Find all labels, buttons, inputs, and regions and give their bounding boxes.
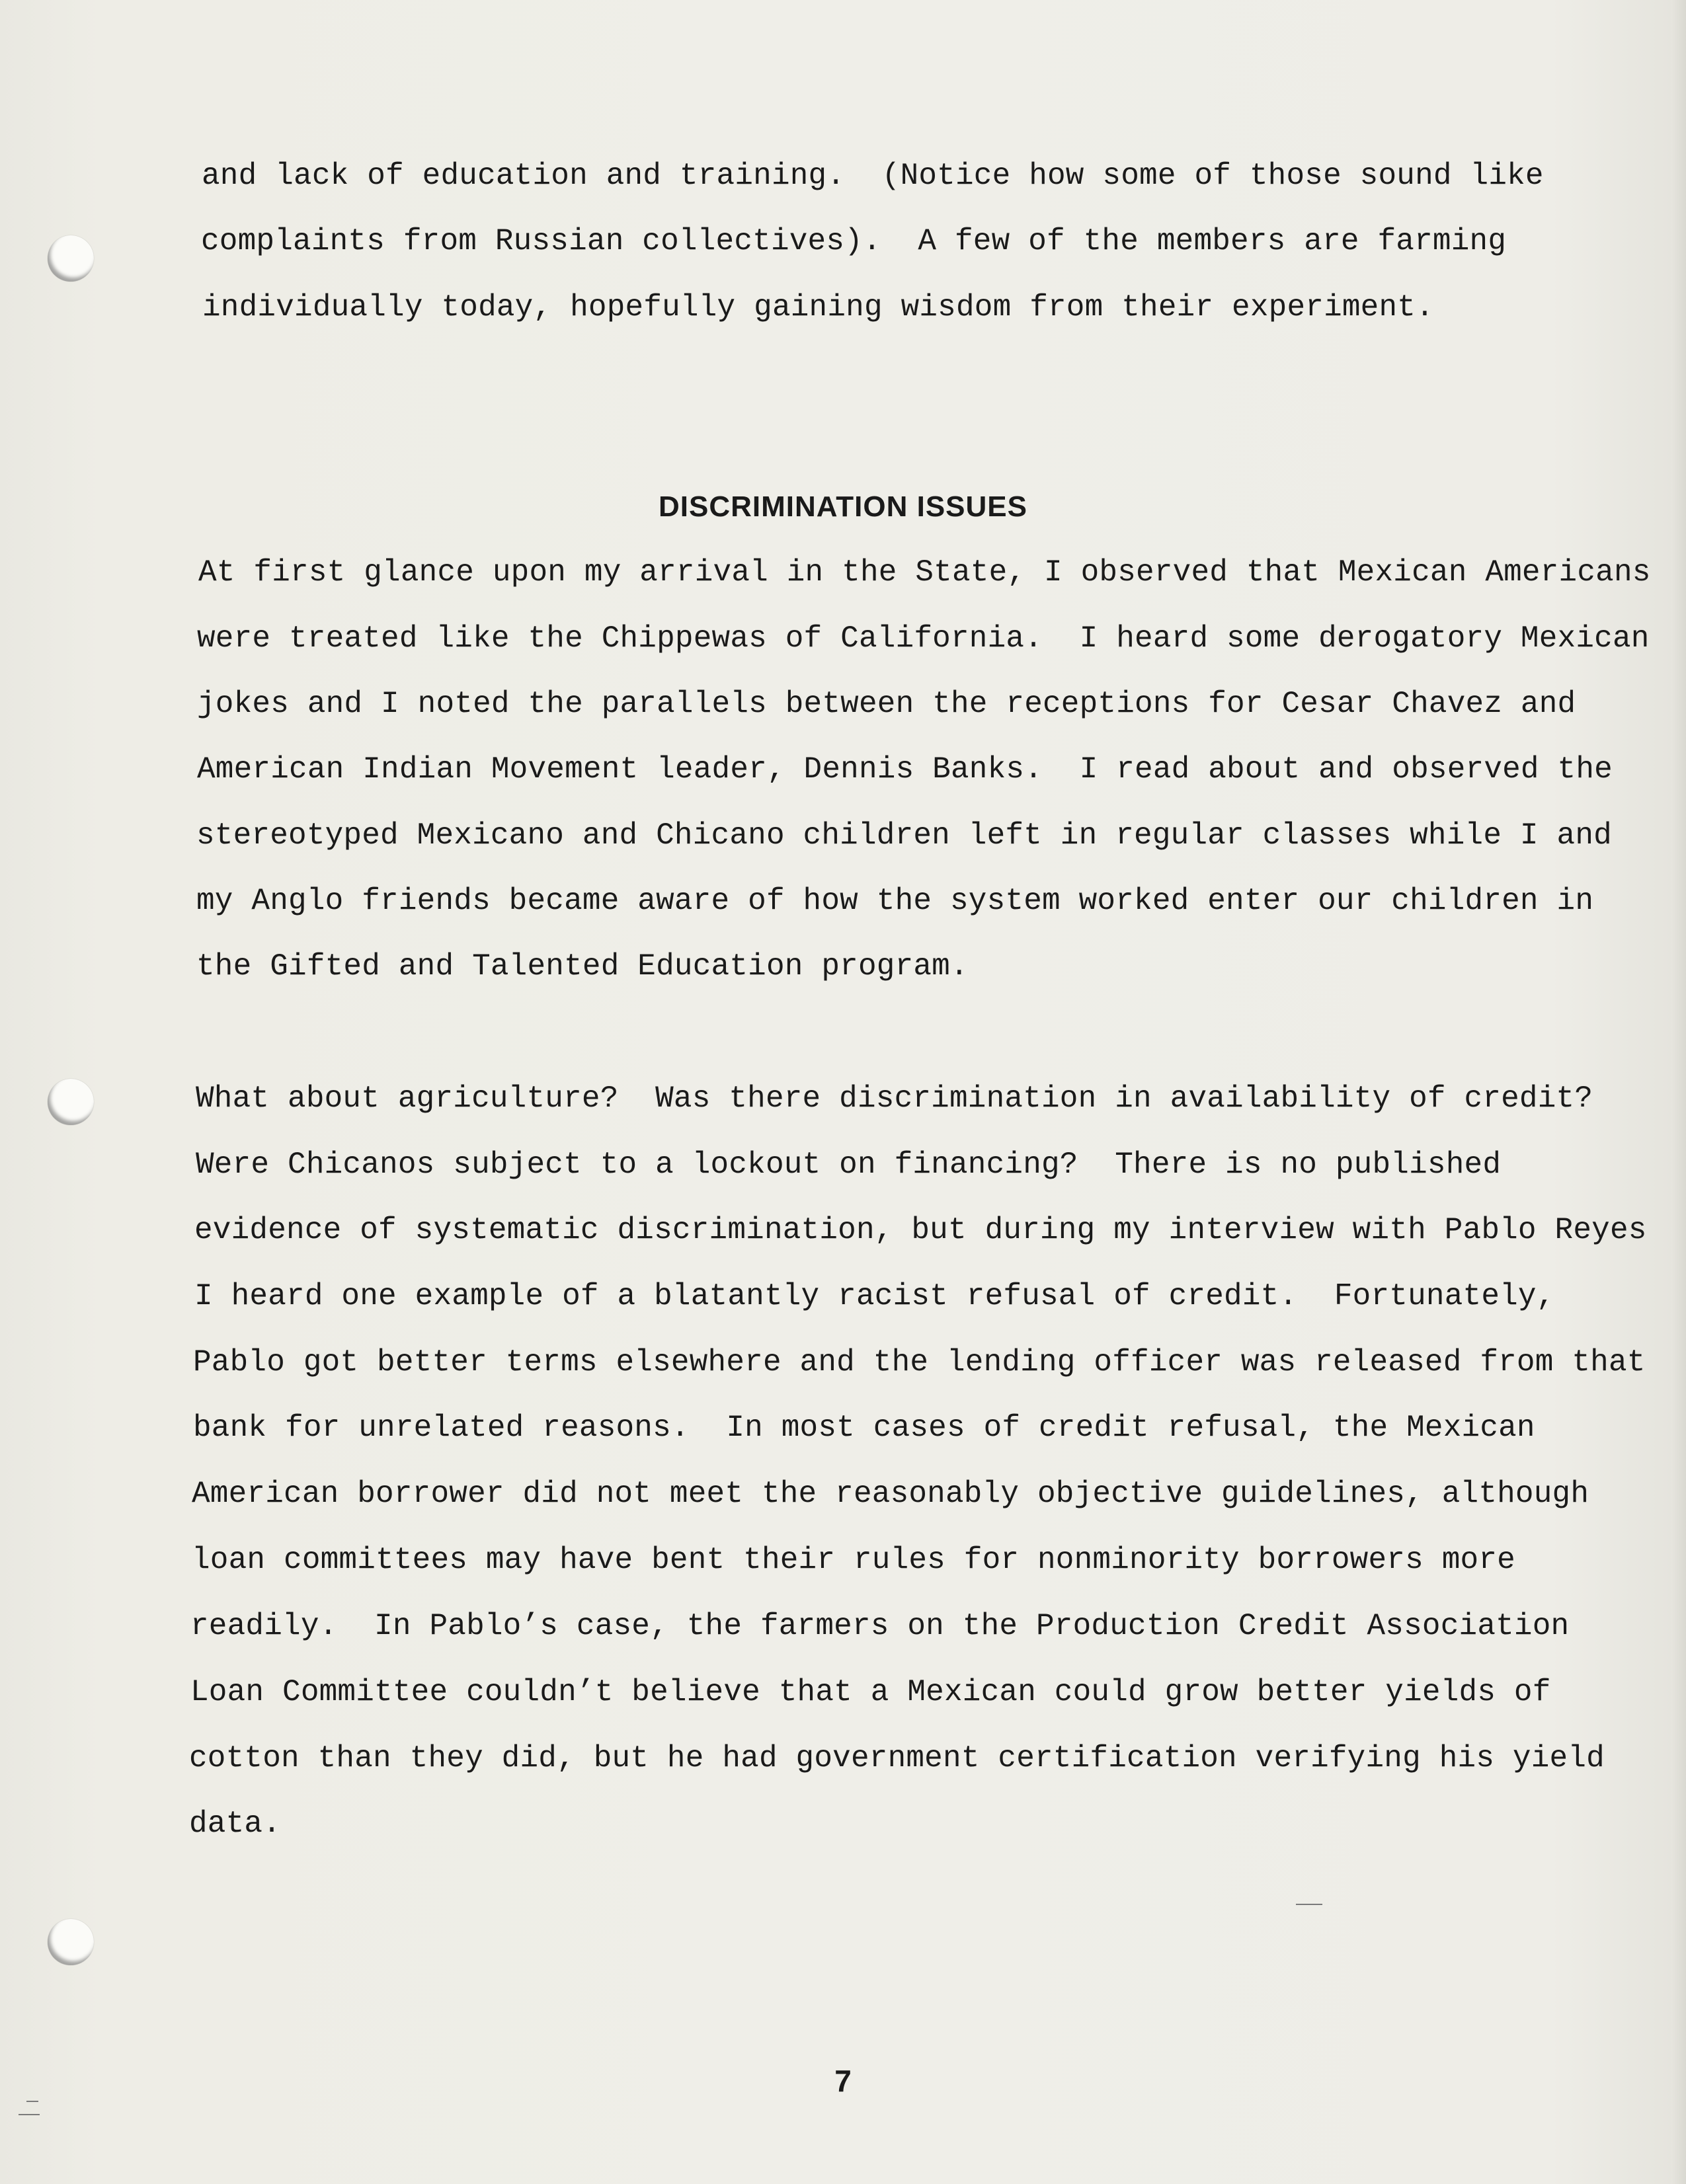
page-number: 7 <box>834 2064 852 2098</box>
paragraph2-line: cotton than they did, but he had government certification verifying his yield <box>189 1741 1605 1775</box>
paragraph2-line: data. <box>189 1807 282 1841</box>
intro-line: and lack of education and training. (Notice how some of those sound like <box>202 159 1544 193</box>
paragraph2-line: American borrower did not meet the reasonably objective guidelines, although <box>192 1477 1589 1511</box>
paragraph2-line: Loan Committee couldn’t believe that a Mexican could grow better yields of <box>190 1675 1551 1709</box>
paragraph2-line: Were Chicanos subject to a lockout on financing? There is no published <box>196 1148 1502 1182</box>
paragraph1-line: stereotyped Mexicano and Chicano children left in regular classes while I and <box>196 818 1612 853</box>
punch-hole-middle <box>48 1079 94 1125</box>
paragraph2-line: Pablo got better terms elsewhere and the lending officer was released from that <box>193 1345 1646 1380</box>
paragraph1-line: jokes and I noted the parallels between the receptions for Cesar Chavez and <box>197 687 1576 721</box>
intro-line: individually today, hopefully gaining wisdom from their experiment. <box>202 290 1434 325</box>
intro-line: complaints from Russian collectives). A few of the members are farming <box>201 224 1507 258</box>
paragraph2-line: What about agriculture? Was there discrimination in availability of credit? <box>196 1081 1593 1116</box>
scan-speck <box>19 2114 40 2115</box>
paragraph1-line: my Anglo friends became aware of how the system worked enter our children in <box>196 884 1594 918</box>
scan-speck <box>26 2101 38 2102</box>
paragraph1-line: the Gifted and Talented Education program. <box>196 949 969 984</box>
paragraph1-line: American Indian Movement leader, Dennis Banks. I read about and observed the <box>197 752 1613 787</box>
paragraph2-line: loan committees may have bent their rules for nonminority borrowers more <box>192 1543 1515 1577</box>
paragraph2-line: readily. In Pablo’s case, the farmers on the Production Credit Association <box>190 1609 1570 1643</box>
section-heading: DISCRIMINATION ISSUES <box>658 490 1027 523</box>
punch-hole-top <box>48 235 94 282</box>
paragraph1-line: At first glance upon my arrival in the State, I observed that Mexican Americans <box>198 555 1651 590</box>
paragraph2-line: bank for unrelated reasons. In most cases of credit refusal, the Mexican <box>193 1411 1535 1445</box>
paragraph1-line: were treated like the Chippewas of California. I heard some derogatory Mexican <box>197 621 1650 656</box>
punch-hole-bottom <box>48 1919 94 1965</box>
page-edge-shadow <box>1671 0 1686 2184</box>
paragraph2-line: I heard one example of a blatantly racist refusal of credit. Fortunately, <box>194 1279 1555 1313</box>
paragraph2-line: evidence of systematic discrimination, but during my interview with Pablo Reyes <box>194 1213 1647 1247</box>
scan-speck <box>1296 1904 1322 1905</box>
